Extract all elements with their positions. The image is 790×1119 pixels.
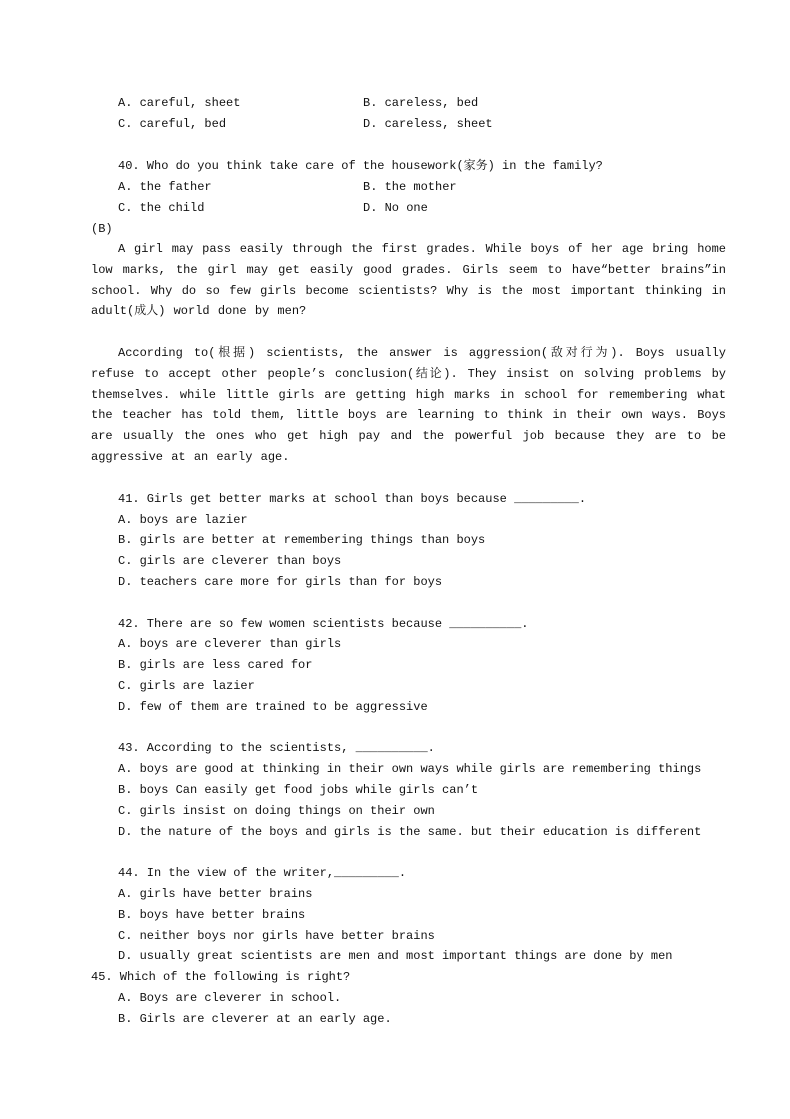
q42-option-b: B. girls are less cared for [118, 658, 313, 672]
q42-question: 42. There are so few women scientists because __________. [118, 617, 529, 631]
q39-option-a: A. careful, sheet [118, 96, 241, 110]
q40-option-a: A. the father [118, 180, 212, 194]
reading-paragraph-2: According to(根据) scientists, the answer is aggression(敌对行为). Boys usually refuse to accept other people’s conclusion(结论). They insist on solving problems by themselves. while little girls are getting high marks in school for remembering what the teacher has told them, little boys are learning to think in their own ways. Boys are usually the ones who get high pay and the powerful job because they are to be aggressive at an early age. [91, 346, 726, 464]
q43-option-c: C. girls insist on doing things on their own [118, 804, 435, 818]
q44-question: 44. In the view of the writer,_________. [118, 866, 407, 880]
q44-option-a: A. girls have better brains [118, 887, 313, 901]
q43-question: 43. According to the scientists, __________. [118, 741, 435, 755]
q41-option-a: A. boys are lazier [118, 513, 248, 527]
q44-option-d: D. usually great scientists are men and most important things are done by men [118, 949, 673, 963]
q40-option-c: C. the child [118, 201, 205, 215]
q39-option-b: B. careless, bed [363, 96, 479, 110]
q44-option-b: B. boys have better brains [118, 908, 306, 922]
section-b-label: (B) [91, 222, 113, 236]
q40-option-d: D. No one [363, 201, 428, 215]
q39-option-c: C. careful, bed [118, 117, 227, 131]
q40-question: 40. Who do you think take care of the housework(家务) in the family? [118, 159, 603, 173]
q41-option-b: B. girls are better at remembering things than boys [118, 533, 486, 547]
q43-option-a: A. boys are good at thinking in their own ways while girls are remembering things [118, 762, 702, 776]
q43-option-b: B. boys Can easily get food jobs while girls can’t [118, 783, 479, 797]
q42-option-a: A. boys are cleverer than girls [118, 637, 342, 651]
q45-question: 45. Which of the following is right? [91, 970, 351, 984]
q40-option-b: B. the mother [363, 180, 457, 194]
q41-option-c: C. girls are cleverer than boys [118, 554, 342, 568]
q43-option-d: D. the nature of the boys and girls is the same. but their education is different [118, 825, 702, 839]
q39-option-d: D. careless, sheet [363, 117, 493, 131]
q42-option-d: D. few of them are trained to be aggressive [118, 700, 428, 714]
q45-option-b: B. Girls are cleverer at an early age. [118, 1012, 392, 1026]
q44-option-c: C. neither boys nor girls have better brains [118, 929, 435, 943]
q45-option-a: A. Boys are cleverer in school. [118, 991, 342, 1005]
reading-paragraph-1: A girl may pass easily through the first grades. While boys of her age bring home low marks, the girl may get easily good grades. Girls seem to have“better brains”in school. Why do so few girls become scientists? Why is the most important thinking in adult(成人) world done by men? [91, 242, 726, 319]
q41-option-d: D. teachers care more for girls than for boys [118, 575, 443, 589]
q42-option-c: C. girls are lazier [118, 679, 255, 693]
q41-question: 41. Girls get better marks at school than boys because _________. [118, 492, 587, 506]
